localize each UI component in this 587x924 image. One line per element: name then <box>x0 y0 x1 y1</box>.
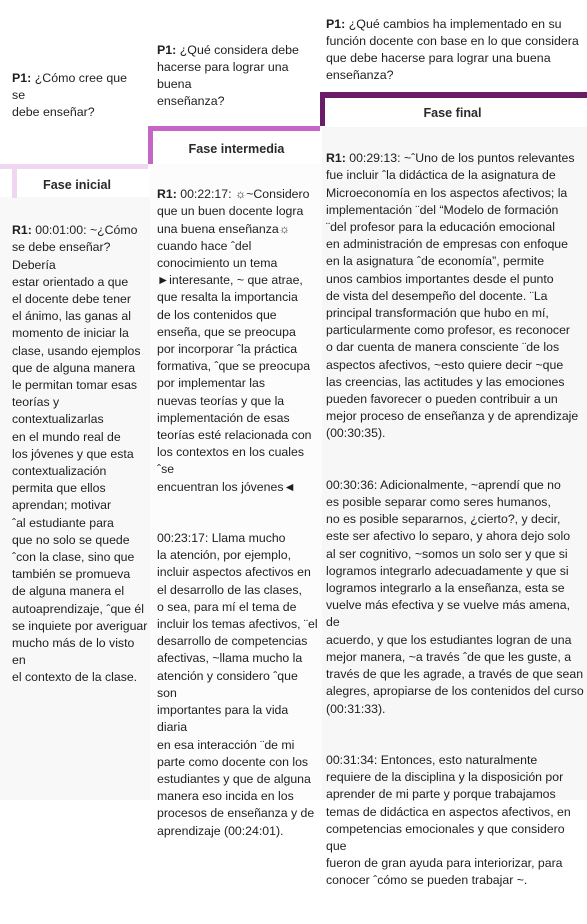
response-text: 00:30:36: Adicionalmente, ~aprendí que no es posible separar como seres humanos, no es posible separarnos, ¿cierto?, y decir, este ser afectivo lo separo, y ahora dejo solo al ser cognitivo, ~somos un solo ser y que si logramos integrarlo adecuadamente y que si logramos integrarlo a la enseñanza, esta se vuelve más efectiva y se vuelve más amena, de acuerdo, y que los estudiantes logran de una mejor manera, ~a través ˆde que les guste, a través de que les agrade, a través de que sean alegres, apropiarse de los contenidos del curso (00:31:33). <box>326 477 584 716</box>
question-label: P1: <box>326 17 346 31</box>
question-label: P1: <box>12 71 32 85</box>
initial-phase-step <box>0 164 148 169</box>
response-text: 00:22:17: ☼~Considero que un buen docente logra una buena enseñanza☼ cuando hace ˆdel conocimiento un tema ►interesante, ~ que atrae, que resalta la importancia de los contenidos que enseña, que se preocupa por incorporar ˆla práctica formativa, ˆque se preocupa por implementar las nuevas teorías y que la implementación de esas teorías esté relacionada con los contextos en los cuales ˆse encuentran los jóvenes◄ <box>157 187 312 494</box>
initial-phase-heading: Fase inicial <box>43 178 111 192</box>
final-phase-step <box>320 92 587 98</box>
intermediate-phase-heading: Fase intermedia <box>188 142 285 156</box>
response-paragraph <box>157 186 319 496</box>
response-text: 00:29:13: ~ˆUno de los puntos relevantes fue incluir ˆla didáctica de la asignatura de Microeconomía en los aspectos afectivos; la implementación ¨del “Modelo de formación ¨del profesor para la educación emocional en administración de empresas con enfoque en la asignatura ˆde economía”, permite unos cambios importantes desde el punto de vista del desempeño del docente. ¨La principal transformación que hubo en mí, particularmente como profesor, es reconocer o dar cuenta de manera consciente ¨de los aspectos afectivos, ~esto quiere decir ~que las creencias, las actitudes y las emociones pueden favorecer o pueden contribuir a un mejor proceso de enseñanza y de aprendizaje (00:30:35). <box>326 151 579 441</box>
response-text: 00:01:00: ~¿Cómo se debe enseñar? Debería estar orientado a que el docente debe tener el ánimo, las ganas al momento de iniciar la clase, usando ejemplos que de alguna manera le permitan tomar esas teorías y contextualizarlas en el mundo real de los jóvenes y que esta contextualización permita que ellos aprendan; motivar ˆal estudiante para que no solo se quede ˆcon la clase, sino que también se promueva de alguna manera el autoaprendizaje, ˆque él se inquiete por averiguar mucho más de lo visto en el contexto de la clase. <box>12 223 148 685</box>
question-intermediate <box>157 42 317 110</box>
response-paragraph <box>326 477 584 718</box>
response-paragraph <box>326 150 584 442</box>
final-phase-responses <box>326 133 584 924</box>
intermediate-phase-step <box>148 126 320 131</box>
response-label: R1: <box>157 187 177 202</box>
final-phase-heading: Fase final <box>423 106 482 120</box>
question-label: P1: <box>157 43 177 57</box>
question-text: ¿Qué cambios ha implementado en su función docente con base en lo que considera que debe hacerse para lograr una buena enseñanza? <box>326 17 579 82</box>
question-text: ¿Cómo cree que se debe enseñar? <box>12 71 128 119</box>
initial-phase-responses <box>12 205 150 721</box>
response-text: 00:23:17: Llama mucho la atención, por ejemplo, incluir aspectos afectivos en el desarrollo de las clases, o sea, para mí el tema de incluir los temas afectivos, ¨el desarrollo de competencias afectivas, ~llama mucho la atención y considero ˆque son importantes para la vida diaria en esa interacción ¨de mi parte como docente con los estudiantes y que de alguna manera eso incida en los procesos de enseñanza y de aprendizaje (00:24:01). <box>157 531 318 838</box>
response-text: 00:31:34: Entonces, esto naturalmente requiere de la disciplina y la disposición por aprender de mi parte y porque trabajamos temas de didáctica en aspectos afectivos, en competencias emocionales y que considero que fueron de gran ayuda para interiorizar, para conocer ˆcómo se pueden trabajar ~. <box>326 752 571 888</box>
response-label: R1: <box>326 151 346 166</box>
response-paragraph <box>326 752 584 890</box>
question-initial <box>12 70 140 121</box>
question-text: ¿Qué considera debe hacerse para lograr una buena enseñanza? <box>157 43 299 108</box>
response-label: R1: <box>12 223 32 238</box>
response-paragraph <box>12 222 150 686</box>
intermediate-phase-responses <box>157 169 319 874</box>
response-paragraph <box>157 530 319 840</box>
question-final <box>326 16 581 84</box>
